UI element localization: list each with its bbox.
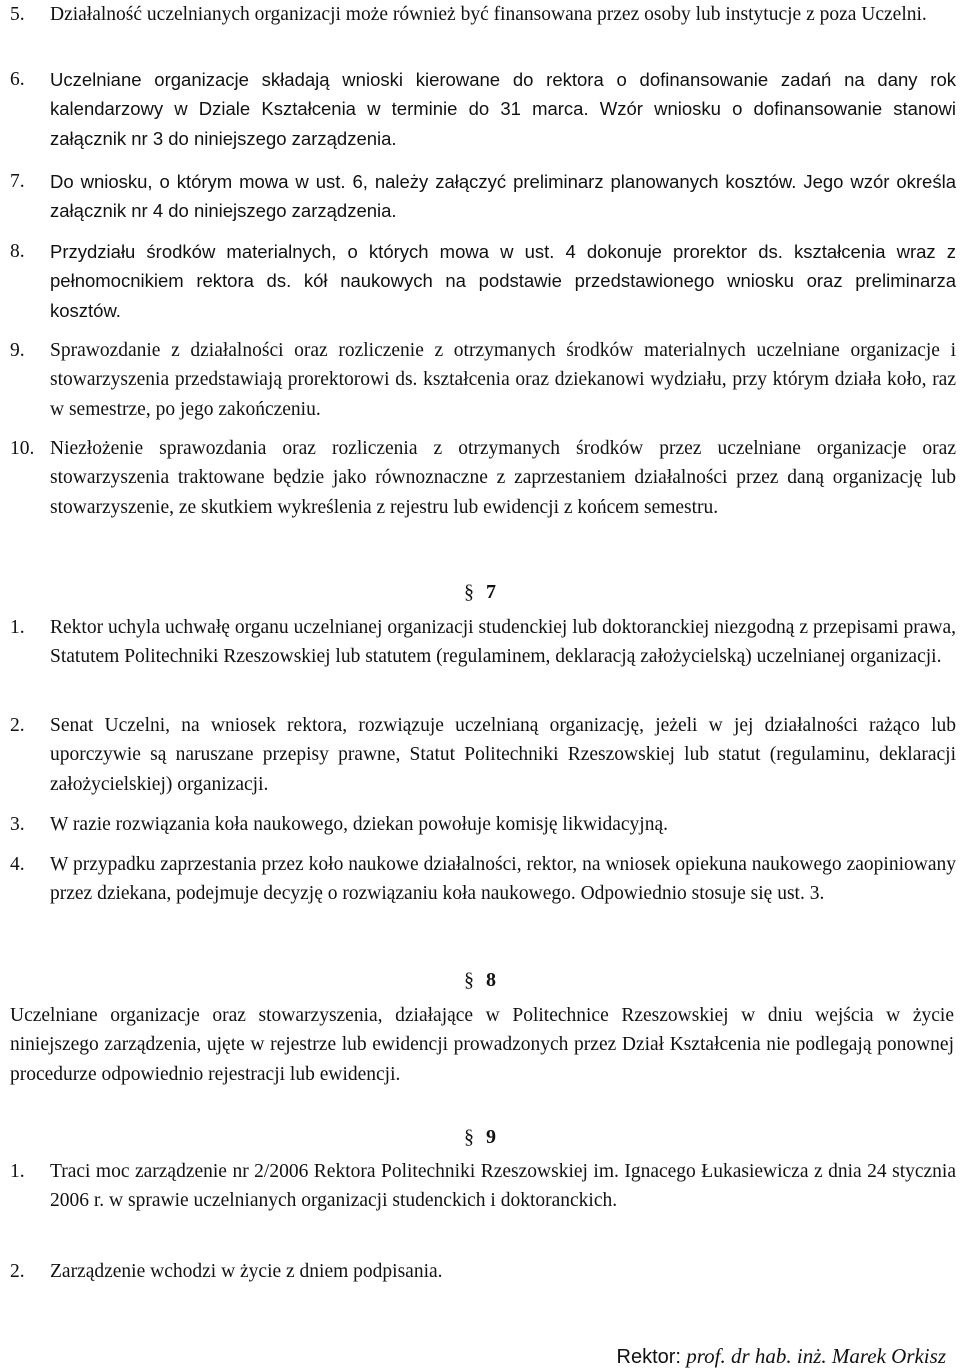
item-number: 10. bbox=[10, 438, 35, 459]
list-item bbox=[10, 711, 956, 799]
section-8-paragraph: Uczelniane organizacje oraz stowarzyszenia, działające w Politechnice Rzeszowskiej w dniu wejścia w życie niniejszego zarządzenia, ujęte w rejestrze lub ewidencji prowadzonych przez Dział Kształcenia nie podlegają ponownej procedurze odpowiednio rejestracji lub ewidencji. bbox=[10, 1005, 954, 1085]
section-number: 8 bbox=[486, 969, 496, 991]
list-item bbox=[10, 434, 956, 522]
list-item bbox=[10, 850, 956, 909]
item-text: Traci moc zarządzenie nr 2/2006 Rektora Politechniki Rzeszowskiej im. Ignacego Łukasiewicza z dnia 24 stycznia 2006 r. w sprawie uczelnianych organizacji studenckich i doktoranckich. bbox=[50, 1161, 956, 1212]
item-number: 8. bbox=[10, 241, 25, 262]
section-heading-9 bbox=[0, 1123, 960, 1151]
list-item bbox=[10, 810, 956, 839]
section-heading-8 bbox=[0, 966, 960, 994]
item-number: 4. bbox=[10, 854, 25, 875]
item-text: Do wniosku, o którym mowa w ust. 6, należy załączyć preliminarz planowanych kosztów. Jego wzór określa załącznik nr 4 do niniejszego zarządzenia. bbox=[50, 171, 956, 222]
item-number: 9. bbox=[10, 340, 25, 361]
list-item bbox=[10, 336, 956, 424]
item-text: Działalność uczelnianych organizacji może również być finansowana przez osoby lub instytucje z poza Uczelni. bbox=[50, 4, 927, 25]
signature-label: Rektor: bbox=[616, 1346, 681, 1368]
list-item bbox=[10, 237, 956, 325]
list-item bbox=[10, 65, 956, 153]
item-text: Sprawozdanie z działalności oraz rozliczenie z otrzymanych środków materialnych uczelniane organizacje i stowarzyszenia przedstawiają prorektorowi ds. kształcenia oraz dziekanowi wydziału, przy którym działa koło, raz w semestrze, po jego zakończeniu. bbox=[50, 340, 956, 420]
item-text: Rektor uchyla uchwałę organu uczelnianej organizacji studenckiej lub doktoranckiej niezgodną z przepisami prawa, Statutem Politechniki Rzeszowskiej lub statutem (regulaminem, deklaracją założycielską) uczelnianej organizacji. bbox=[50, 617, 956, 668]
item-number: 1. bbox=[10, 617, 25, 638]
list-item bbox=[10, 1257, 956, 1286]
list-item bbox=[10, 1157, 956, 1216]
item-number: 3. bbox=[10, 814, 25, 835]
section-number: 9 bbox=[486, 1126, 496, 1148]
section-symbol: § bbox=[464, 969, 474, 991]
item-text: Senat Uczelni, na wniosek rektora, rozwiązuje uczelnianą organizację, jeżeli w jej działalności rażąco lub uporczywie są naruszane przepisy prawne, Statut Politechniki Rzeszowskiej lub statut (regulaminu, deklaracji założycielskiej) organizacji. bbox=[50, 715, 956, 795]
item-number: 5. bbox=[10, 4, 25, 25]
list-item bbox=[10, 0, 956, 29]
signature-name: prof. dr hab. inż. Marek Orkisz bbox=[686, 1344, 946, 1368]
item-text: Niezłożenie sprawozdania oraz rozliczenia z otrzymanych środków przez uczelniane organizacje oraz stowarzyszenia traktowane będzie jako równoznaczne z zaprzestaniem działalności przez daną organizację lub stowarzyszenie, ze skutkiem wykreślenia z rejestru lub ewidencji z końcem semestru. bbox=[50, 438, 956, 518]
section-symbol: § bbox=[464, 581, 474, 603]
item-number: 2. bbox=[10, 1261, 25, 1282]
item-number: 2. bbox=[10, 715, 25, 736]
item-text: Zarządzenie wchodzi w życie z dniem podpisania. bbox=[50, 1261, 443, 1282]
section-number: 7 bbox=[486, 581, 496, 603]
list-item bbox=[10, 613, 956, 672]
section-heading-7 bbox=[0, 578, 960, 606]
item-number: 1. bbox=[10, 1161, 25, 1182]
signature bbox=[617, 1342, 947, 1371]
item-text: W razie rozwiązania koła naukowego, dziekan powołuje komisję likwidacyjną. bbox=[50, 814, 669, 835]
item-text: Uczelniane organizacje składają wnioski kierowane do rektora o dofinansowanie zadań na dany rok kalendarzowy w Dziale Kształcenia w terminie do 31 marca. Wzór wniosku o dofinansowanie stanowi załącznik nr 3 do niniejszego zarządzenia. bbox=[50, 69, 956, 149]
item-text: Przydziału środków materialnych, o których mowa w ust. 4 dokonuje prorektor ds. kształcenia wraz z pełnomocnikiem rektora ds. kół naukowych na podstawie przedstawionego wniosku oraz preliminarza kosztów. bbox=[50, 241, 956, 321]
item-text: W przypadku zaprzestania przez koło naukowe działalności, rektor, na wniosek opiekuna naukowego zaopiniowany przez dziekana, podejmuje decyzję o rozwiązaniu koła naukowego. Odpowiednio stosuje się ust. 3. bbox=[50, 854, 956, 905]
list-item bbox=[10, 167, 956, 226]
section-symbol: § bbox=[464, 1126, 474, 1148]
item-number: 7. bbox=[10, 171, 25, 192]
item-number: 6. bbox=[10, 69, 25, 90]
